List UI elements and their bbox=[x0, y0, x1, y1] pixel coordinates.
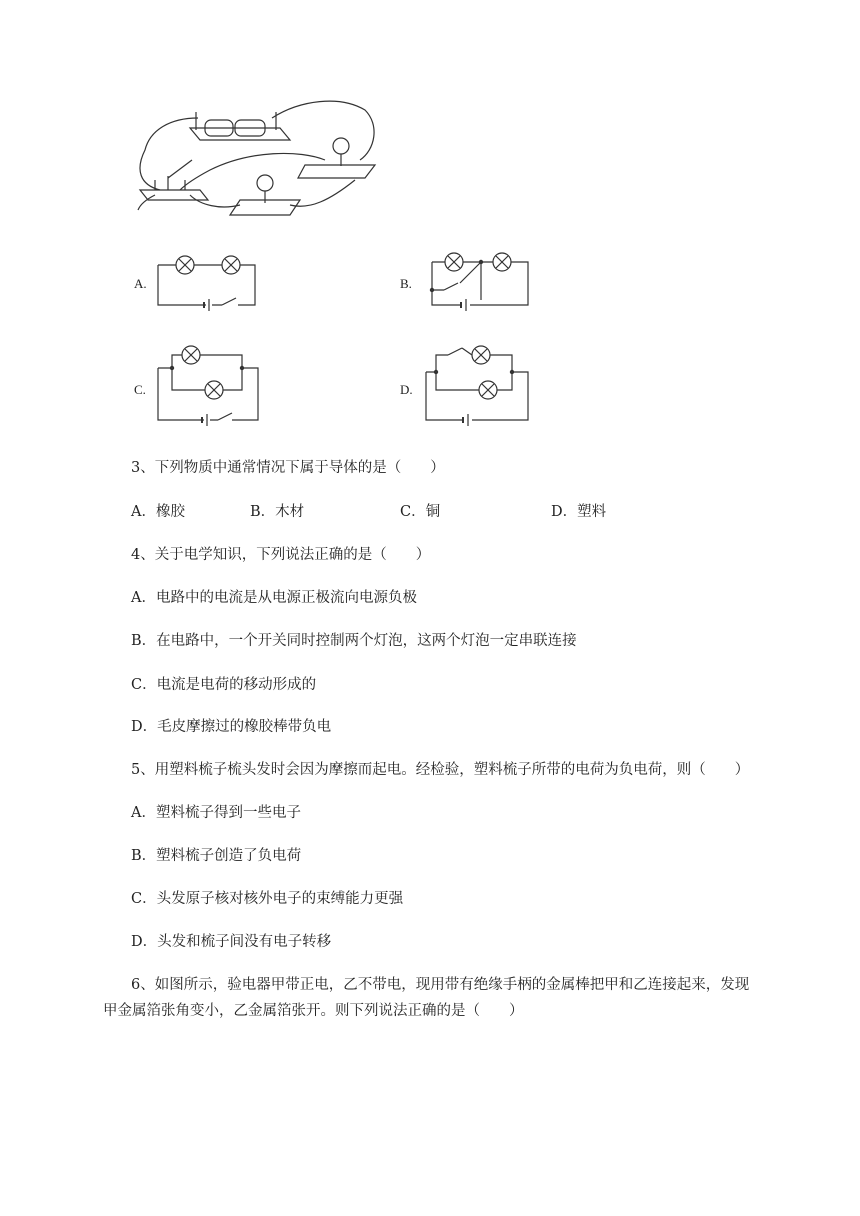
q3-stem: 3、下列物质中通常情况下属于导体的是（ ） bbox=[131, 460, 445, 476]
circuit-options-figure bbox=[0, 0, 860, 440]
q4-option-c: C．电流是电荷的移动形成的 bbox=[131, 677, 317, 693]
q3-option-a: A．橡胶 bbox=[131, 504, 185, 520]
option-b-label: B. bbox=[400, 276, 412, 291]
q3-option-c: C．铜 bbox=[400, 504, 441, 520]
option-a-label: A. bbox=[134, 276, 147, 291]
q5-option-a: A．塑料梳子得到一些电子 bbox=[131, 805, 301, 821]
option-d-label: D. bbox=[400, 382, 413, 397]
q5-option-d: D．头发和梳子间没有电子转移 bbox=[131, 934, 332, 950]
q3-option-b: B．木材 bbox=[250, 504, 305, 520]
q5-option-c: C．头发原子核对核外电子的束缚能力更强 bbox=[131, 891, 404, 907]
q4-stem: 4、关于电学知识，下列说法正确的是（ ） bbox=[131, 547, 431, 563]
circuit-b bbox=[432, 262, 528, 305]
q4-option-b: B．在电路中，一个开关同时控制两个灯泡，这两个灯泡一定串联连接 bbox=[131, 633, 577, 649]
q4-option-a: A．电路中的电流是从电源正极流向电源负极 bbox=[131, 590, 417, 606]
q6-stem-line1: 6、如图所示，验电器甲带正电，乙不带电，现用带有绝缘手柄的金属棒把甲和乙连接起来，发现 bbox=[131, 977, 750, 993]
q5-stem: 5、用塑料梳子梳头发时会因为摩擦而起电。经检验，塑料梳子所带的电荷为负电荷，则（ ） bbox=[131, 762, 750, 778]
q3-option-d: D．塑料 bbox=[551, 504, 607, 520]
option-c-label: C. bbox=[134, 382, 146, 397]
q4-option-d: D．毛皮摩擦过的橡胶棒带负电 bbox=[131, 719, 332, 735]
q5-option-b: B．塑料梳子创造了负电荷 bbox=[131, 848, 302, 864]
q6-stem-line2: 甲金属箔张角变小，乙金属箔张开。则下列说法正确的是（ ） bbox=[103, 1003, 524, 1019]
circuit-a bbox=[158, 265, 255, 305]
